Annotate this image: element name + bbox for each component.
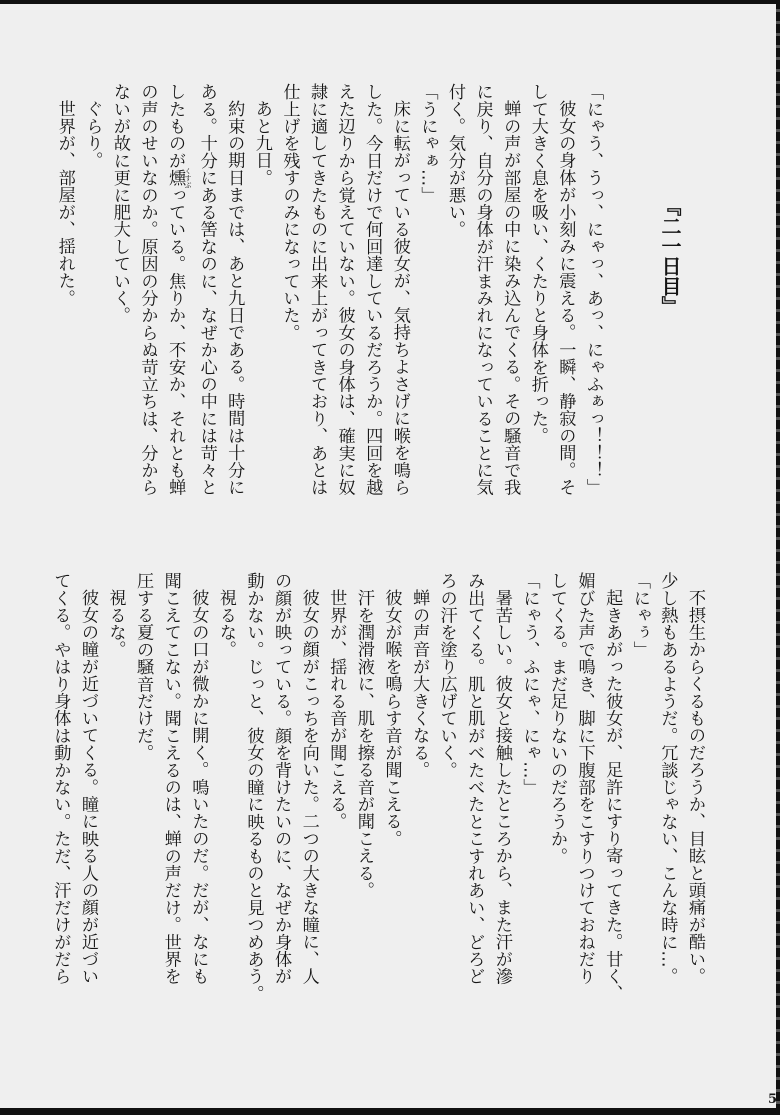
text-line: えた辺りから覚えていない。彼女の身体は、確実に奴 <box>334 83 355 496</box>
text-line: 動かない。じっと、彼女の瞳に映るものと見つめあう。 <box>243 572 264 1002</box>
text-line: 世界が、揺れる音が聞こえる。 <box>326 589 347 830</box>
text-line: 媚びた声で鳴き、脚に下腹部をこすりつけておねだり <box>574 572 595 985</box>
chapter-title: 『二一日目』 <box>658 196 682 316</box>
text-line: 付く。気分が悪い。 <box>445 83 466 238</box>
text-segment: したものが <box>165 83 186 169</box>
text-line: 「にゃう、うっ、にゃっ、あっ、にゃふぁっ！！！」 <box>583 83 603 496</box>
text-line: してくる。まだ足りないのだろうか。 <box>547 572 568 865</box>
text-line: 隷に適してきたものに出来上がってきており、あとは <box>307 83 328 496</box>
text-line: 蝉の声音が大きくなる。 <box>409 589 430 779</box>
text-line: に戻り、自分の身体が汗まみれになっていることに気 <box>472 83 493 496</box>
text-line <box>161 83 193 498</box>
text-line: ぐらり。 <box>82 100 103 169</box>
text-line: して大きく息を吸い、くたりと身体を折った。 <box>527 83 548 445</box>
text-line: あと九日。 <box>251 100 272 187</box>
text-line: の声のせいなのか。原因の分からぬ苛立ちは、分から <box>137 83 158 496</box>
text-line: 聞こえてこない。聞こえるのは、蝉の声だけ。世界を <box>160 572 181 985</box>
text-line: 不摂生からくるものだろうか、目眩と頭痛が酷い。 <box>685 589 705 985</box>
text-line: 視るな。 <box>215 589 236 658</box>
text-line: ろの汗を塗り広げていく。 <box>436 572 457 779</box>
text-line: 床に転がっている彼女が、気持ちよさげに喉を鳴ら <box>389 100 410 496</box>
text-line: 蝉の声が部屋の中に染み込んでくる。その騒音で我 <box>500 100 521 496</box>
scan-bottom-border <box>0 1108 780 1115</box>
text-line: の顔が映っている。顔を背けたいのに、なぜか身体が <box>271 572 292 985</box>
text-line: み出てくる。肌と肌がべたべたとこすれあい、どろど <box>464 572 485 985</box>
ruby-reading: くすぶ <box>184 167 193 189</box>
text-line: 視るな。 <box>105 589 126 658</box>
text-line: 彼女の口が微かに開く。鳴いたのだ。だが、なにも <box>188 589 209 985</box>
text-line: した。今日だけで何回達しているだろうか。四回を越 <box>362 83 383 496</box>
upper-text-block <box>50 83 606 498</box>
ruby-base: 燻 <box>165 167 186 189</box>
text-line: 圧する夏の騒音だけだ。 <box>133 572 154 762</box>
text-line: 仕上げを残すのみになっていた。 <box>279 83 300 341</box>
text-line: ないが故に更に肥大していく。 <box>109 83 130 324</box>
text-line: ある。十分にある筈なのに、なぜか心の中には苛々と <box>196 83 217 496</box>
scan-right-edge <box>776 0 780 1115</box>
text-line: 暑苦しい。彼女と接触したところから、また汗が滲 <box>491 589 512 985</box>
text-segment: っている。焦りか、不安か、それとも蝉 <box>165 186 186 496</box>
text-line: 彼女が喉を鳴らす音が聞こえる。 <box>381 589 402 848</box>
text-line: 「にゃぅ」 <box>629 572 650 658</box>
text-line: 「にゃう、ふにゃ、にゃ…」 <box>519 572 540 796</box>
text-line: 「うにゃぁ…」 <box>417 83 438 204</box>
page-number: 5 <box>767 1092 777 1107</box>
text-line: 少し熱もあるようだ。冗談じゃない、こんな時に…。 <box>657 572 678 985</box>
text-line: 彼女の瞳が近づいてくる。瞳に映る人の顔が近づい <box>77 589 98 985</box>
text-line: 彼女の身体が小刻みに震える。一瞬、静寂の間。そ <box>555 100 576 496</box>
text-line: 世界が、部屋が、揺れた。 <box>54 100 75 307</box>
text-line: てくる。やはり身体は動かない。ただ、汗だけがだら <box>50 572 71 985</box>
text-line: 約束の期日までは、あと九日である。時間は十分に <box>224 100 245 496</box>
text-line: 起きあがった彼女が、足許にすり寄ってきた。甘く、 <box>602 589 623 1002</box>
ruby-annotation <box>165 167 193 189</box>
text-line: 汗を潤滑液に、肌を擦る音が聞こえる。 <box>353 589 374 899</box>
scan-top-border <box>0 0 780 4</box>
lower-text-block <box>46 572 708 1002</box>
text-line: 彼女の顔がこっちを向いた。二つの大きな瞳に、人 <box>298 589 319 985</box>
